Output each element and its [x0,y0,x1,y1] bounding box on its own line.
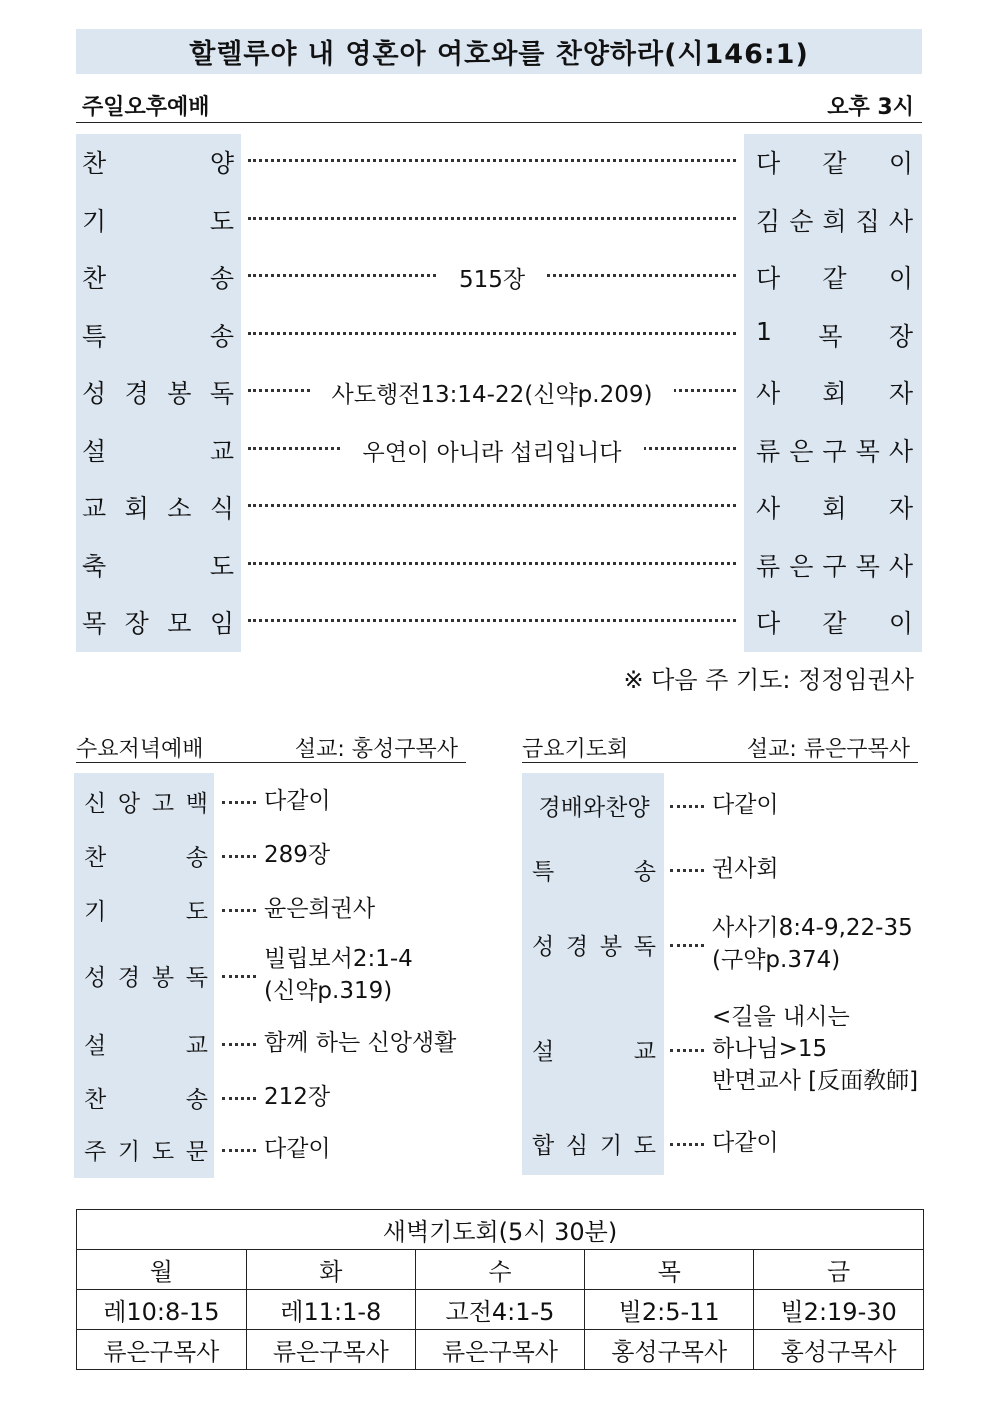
sunday-order-row [76,307,922,365]
label-char: 교 [82,494,107,523]
value-char: 은 [789,436,814,466]
value-char: 1 [756,316,772,346]
order-item-person [756,374,913,410]
order-item-person [756,432,913,468]
label-char: 도 [185,899,208,925]
label-char: 성 [84,965,107,991]
friday-service-header [522,732,918,763]
label-char: 봉 [599,934,623,960]
label-char: 경 [124,379,149,408]
dot-leader [248,159,736,162]
dot-leader [670,805,704,808]
dot-leader [248,619,736,622]
value-char: 류 [756,551,781,581]
dot-leader [670,944,704,947]
value-char: 은 [789,551,814,581]
label-char: 도 [633,1133,656,1159]
dawn-passages-row [77,1290,924,1330]
dot-leader [248,562,736,565]
passage-cell: 빌2:5-11 [585,1290,754,1330]
wednesday-order-row [74,829,474,881]
order-item-value [712,853,779,885]
value-char: 목 [855,551,880,581]
label-char: 설 [84,1033,107,1059]
label-char: 찬 [84,1087,107,1113]
label-char: 식 [209,494,234,523]
label-char: 모 [167,609,192,638]
day-cell: 수 [415,1250,584,1290]
day-cell: 화 [246,1250,415,1290]
label-char: 특 [82,321,107,351]
order-item-value [264,893,375,925]
label-char: 회 [124,494,149,523]
leader-cell: 류은구목사 [246,1330,415,1370]
order-item-value [264,1027,456,1059]
order-item-person [756,317,913,353]
label-char: 찬 [82,149,107,178]
wednesday-order-row [74,1123,474,1175]
value-char: 자 [888,494,913,523]
sunday-service-header [76,84,922,123]
label-char: 합 [532,1133,555,1159]
label-char: 설 [532,1039,555,1065]
label-char: 봉 [151,965,175,991]
label-char: 양 [209,149,234,178]
order-item-detail-text: 사도행전13:14-22(신약p.209) [310,382,675,408]
order-item-detail [248,261,736,294]
value-char: 이 [888,149,913,178]
dot-leader [222,855,256,858]
value-line: 289장 [264,842,331,868]
order-item-detail-text: 515장 [437,267,547,293]
value-char: 사 [756,379,781,408]
sunday-order-row [76,537,922,595]
label-char: 기 [599,1133,623,1159]
label-char: 독 [185,965,208,991]
wednesday-order-row [74,1017,474,1069]
label-char: 교 [209,436,234,466]
value-char: 다 [756,609,781,638]
friday-preacher: 설교: 류은구목사 [746,737,910,762]
label-char: 설 [82,436,107,466]
order-item-label [532,853,656,886]
label-char: 목 [82,609,107,638]
label-char: 도 [151,1139,175,1165]
leader-cell: 홍성구목사 [585,1330,754,1370]
label-char: 찬 [82,264,107,293]
label-char: 교 [185,1033,208,1059]
order-item-value [712,1127,779,1159]
label-char: 송 [209,264,234,293]
value-line: 하나님>15 [712,1036,828,1062]
order-item-label [532,928,656,961]
value-char: 사 [888,436,913,466]
value-line: 212장 [264,1084,331,1110]
order-item-detail-text: 우연이 아니라 섭리입니다 [340,440,643,466]
value-char: 이 [888,264,913,293]
value-line: 반면교사 [反面敎師] [712,1068,919,1094]
label-char: 봉 [167,379,192,408]
label-char: 장 [124,609,149,638]
value-line: 권사회 [712,856,779,882]
value-line: 다같이 [712,792,779,818]
value-line: 빌립보서2:1-4 [264,946,413,972]
order-item-person [756,489,913,525]
order-item-label [532,1033,656,1066]
value-char: 사 [888,551,913,581]
order-item-label [84,1027,208,1060]
order-item-detail [248,376,736,409]
value-char: 자 [888,379,913,408]
label-char: 심 [565,1133,589,1159]
dot-leader [248,217,736,220]
order-item-label [84,785,208,818]
sunday-service-name: 주일오후예배 [82,95,210,120]
label-char: 특 [532,859,555,885]
passage-cell: 레10:8-15 [77,1290,247,1330]
value-char: 사 [888,206,913,236]
day-cell: 월 [77,1250,247,1290]
value-char: 회 [822,494,847,523]
next-week-prayer-note: ※ 다음 주 기도: 정정임권사 [623,666,914,694]
order-item-person [756,144,913,180]
friday-order-row [522,904,922,984]
order-item-label [84,1133,208,1166]
wednesday-order-row [74,937,474,1013]
wednesday-service-name: 수요저녁예배 [76,737,204,762]
order-item-label [82,604,234,640]
order-item-label [82,202,234,238]
leader-cell: 류은구목사 [77,1330,247,1370]
order-item-label [82,432,234,468]
sunday-service-time: 오후 3시 [827,95,914,120]
value-char: 구 [822,436,847,466]
label-char: 주 [84,1139,107,1165]
dawn-days-row [77,1250,924,1290]
label-char: 송 [185,1087,208,1113]
value-char: 류 [756,436,781,466]
order-item-value [264,785,331,817]
wednesday-preacher: 설교: 홍성구목사 [294,737,458,762]
value-char: 목 [818,321,843,351]
order-item-person [756,547,913,583]
value-char: 같 [822,264,847,293]
day-cell: 목 [585,1250,754,1290]
passage-cell: 고전4:1-5 [415,1290,584,1330]
value-line: 다같이 [264,1136,331,1162]
sunday-order-row [76,479,922,537]
value-line: 다같이 [264,788,331,814]
value-char: 순 [789,206,814,236]
value-line: (신약p.319) [264,978,393,1004]
order-item-label [532,789,656,822]
label-char: 기 [82,206,107,236]
value-line: 함께 하는 신앙생활 [264,1030,457,1056]
value-char: 사 [756,494,781,523]
label-char: 임 [209,609,234,638]
label-char: 도 [209,206,234,236]
page-title: 할렐루야 내 영혼아 여호와를 찬양하라(시146:1) [76,29,922,74]
value-char: 집 [855,206,880,236]
dot-leader [222,801,256,804]
label-char: 송 [633,859,656,885]
label-char: 신 [84,791,107,817]
label-char: 찬 [84,845,107,871]
order-item-label [82,144,234,180]
value-char: 다 [756,149,781,178]
order-item-label [84,839,208,872]
value-char: 같 [822,609,847,638]
sunday-order-row [76,192,922,250]
wednesday-order-row [74,775,474,827]
order-item-label [82,374,234,410]
value-line: 사사기8:4-9,22-35 [712,915,913,941]
order-item-value [712,789,779,821]
dot-leader [222,975,256,978]
value-char: 김 [756,206,781,236]
dot-leader [670,1143,704,1146]
order-item-detail [248,434,736,467]
order-item-label [532,1127,656,1160]
sunday-order-row [76,134,922,192]
value-line: (구약p.374) [712,947,841,973]
order-item-label [82,489,234,525]
sunday-order-row [76,422,922,480]
order-item-value [264,1081,330,1113]
value-char: 구 [822,551,847,581]
friday-order-row [522,988,922,1110]
sunday-order-row [76,249,922,307]
value-line: 다같이 [712,1130,779,1156]
passage-cell: 레11:1-8 [246,1290,415,1330]
friday-order-row [522,840,922,898]
order-item-value [264,839,330,871]
order-item-value [712,912,913,976]
label-char: 기 [84,899,107,925]
dot-leader [248,332,736,335]
label-char: 기 [117,1139,141,1165]
label-char: 독 [209,379,234,408]
order-item-value [264,943,413,1007]
friday-order-row [522,1115,922,1171]
value-char: 회 [822,379,847,408]
label-char: 송 [209,321,234,351]
label-char: 독 [633,934,656,960]
dot-leader [670,1049,704,1052]
label-char: 성 [532,934,555,960]
label-char: 백 [185,791,208,817]
label-char: 고 [151,791,175,817]
label-char: 축 [82,551,107,581]
order-item-label [82,317,234,353]
label-char: 앙 [117,791,141,817]
label-char: 경 [117,965,141,991]
order-item-value [712,1001,918,1097]
value-char: 희 [822,206,847,236]
dot-leader [222,1097,256,1100]
passage-cell: 빌2:19-30 [754,1290,924,1330]
label-char: 도 [209,551,234,581]
dot-leader [222,1149,256,1152]
label-char: 교 [633,1039,656,1065]
label-char: 송 [185,845,208,871]
friday-service-name: 금요기도회 [522,737,629,762]
label-char: 경 [565,934,589,960]
order-item-label [84,1081,208,1114]
dawn-leaders-row [77,1330,924,1370]
label-char: 성 [82,379,107,408]
value-char: 목 [855,436,880,466]
order-item-label [82,259,234,295]
dot-leader [248,504,736,507]
label-char: 문 [185,1139,208,1165]
dawn-prayer-title: 새벽기도회(5시 30분) [77,1210,924,1250]
order-item-label [84,959,208,992]
value-char: 이 [888,609,913,638]
order-item-label [82,547,234,583]
order-item-label [84,893,208,926]
order-item-person [756,202,913,238]
dot-leader [222,909,256,912]
label-char: 소 [167,494,192,523]
wednesday-service-header [76,732,466,763]
value-line: 윤은희권사 [264,896,376,922]
sunday-order-row [76,594,922,652]
dot-leader [222,1043,256,1046]
value-char: 장 [888,321,913,351]
order-item-value [264,1133,331,1165]
value-char: 같 [822,149,847,178]
day-cell: 금 [754,1250,924,1290]
order-item-person [756,604,913,640]
sunday-order-row [76,364,922,422]
order-item-person [756,259,913,295]
wednesday-order-row [74,1071,474,1123]
leader-cell: 홍성구목사 [754,1330,924,1370]
value-line: <길을 내시는 [712,1004,850,1030]
label-char: 경배와찬양 [538,795,650,821]
friday-order-row [522,776,922,834]
dot-leader [670,869,704,872]
dawn-prayer-table [76,1209,924,1370]
wednesday-order-row [74,883,474,935]
leader-cell: 류은구목사 [415,1330,584,1370]
value-char: 다 [756,264,781,293]
